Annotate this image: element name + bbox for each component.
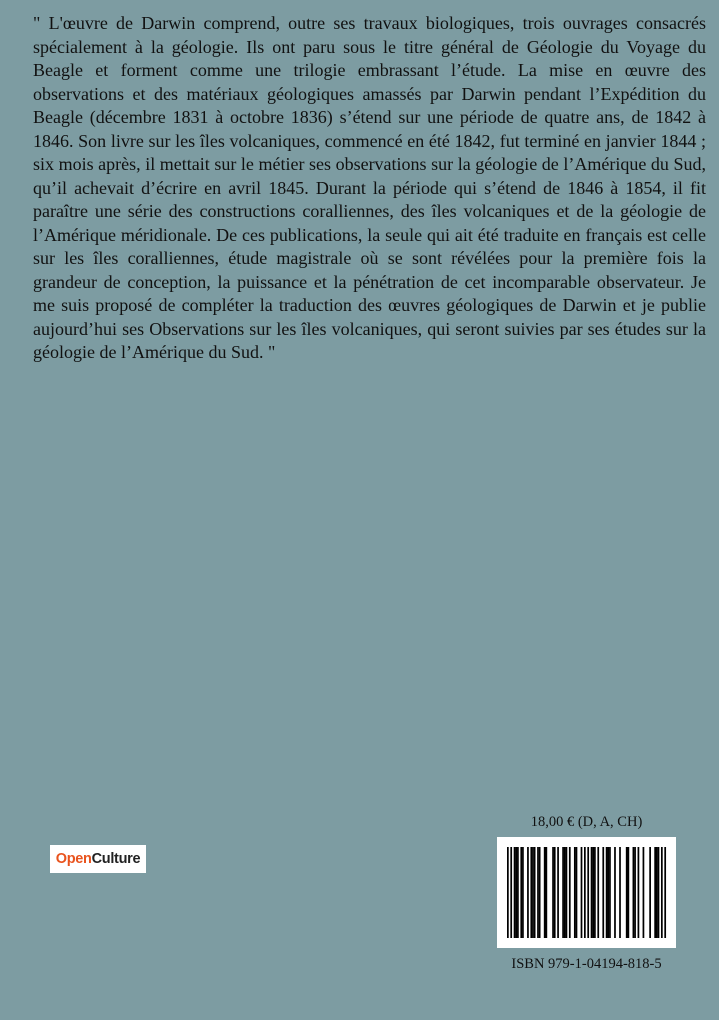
isbn-label: ISBN 979-1-04194-818-5	[511, 956, 662, 972]
barcode-graphic	[497, 837, 676, 948]
barcode-bar	[539, 847, 541, 938]
barcode-bar	[649, 847, 651, 938]
barcode-bar	[607, 847, 609, 938]
barcode-bar	[574, 847, 576, 938]
barcode-bar	[628, 847, 630, 938]
barcode-bar	[517, 847, 519, 938]
barcode-bar	[654, 847, 656, 938]
barcode-bar	[609, 847, 611, 938]
publisher-logo-culture: Culture	[91, 851, 141, 867]
barcode-bar	[656, 847, 658, 938]
barcode-bar	[569, 847, 571, 938]
barcode-bar	[594, 847, 596, 938]
barcode-bar	[554, 847, 556, 938]
barcode-bar	[581, 847, 583, 938]
barcode-bar	[545, 847, 547, 938]
barcode-bar	[619, 847, 621, 938]
barcode-bar	[562, 847, 564, 938]
back-cover-blurb: " L'œuvre de Darwin comprend, outre ses travaux biologiques, trois ouvrages consacrés spécialement à la géologie. Ils ont paru sous le titre général de Géologie du Voyage du Beagle et forment comme une trilogie embrassant l’étude. La mise en œuvre des observations et des matériaux géologiques amassés par Darwin pendant l’Expédition du Beagle (décembre 1831 à octobre 1836) s’étend sur une période de quatre ans, de 1842 à 1846. Son livre sur les îles volcaniques, commencé en été 1842, fut terminé en janvier 1844 ; six mois après, il mettait sur le métier ses observations sur la géologie de l’Amérique du Sud, qu’il achevait d’écrire en avril 1845. Durant la période qui s’étend de 1846 à 1854, il fit paraître une série des constructions coralliennes, des îles volcaniques et de la géologie de l’Amérique méridionale. De ces publications, la seule qui ait été traduite en français est celle sur les îles coralliennes, étude magistrale où se sont révélées pour la première fois la grandeur de conception, la puissance et la pénétration de cet incomparable observateur. Je me suis proposé de compléter la traduction des œuvres géologiques de Darwin et je publie aujourd’hui ses Observations sur les îles volcaniques, qui seront suivies par ses études sur la géologie de l’Amérique du Sud. "	[33, 13, 706, 362]
barcode-bar	[552, 847, 554, 938]
barcode-bar	[532, 847, 534, 938]
barcode-bar	[544, 847, 546, 938]
barcode-bar	[566, 847, 568, 938]
barcode-bar	[606, 847, 608, 938]
barcode-bar	[527, 847, 529, 938]
barcode-bar	[587, 847, 589, 938]
barcode-bar	[592, 847, 594, 938]
barcode-bar	[522, 847, 524, 938]
barcode-bar	[584, 847, 586, 938]
barcode-bar	[507, 847, 509, 938]
barcode-bar	[643, 847, 645, 938]
publisher-logo-open: Open	[55, 851, 92, 867]
barcode-bar	[634, 847, 636, 938]
barcode-bar	[557, 847, 559, 938]
barcode-bar	[514, 847, 516, 938]
barcode-bar	[614, 847, 616, 938]
barcode-bar	[576, 847, 578, 938]
barcode-bar	[602, 847, 604, 938]
barcode-bar	[564, 847, 566, 938]
price-label: 18,00 € (D, A, CH)	[530, 814, 643, 830]
barcode-bar	[664, 847, 666, 938]
barcode-icon	[497, 837, 676, 948]
barcode-bar	[633, 847, 635, 938]
barcode-bar	[537, 847, 539, 938]
barcode-bar	[658, 847, 660, 938]
barcode-bar	[510, 847, 512, 938]
barcode-bar	[638, 847, 640, 938]
barcode-bar	[520, 847, 522, 938]
publisher-logo	[50, 845, 146, 873]
barcode-bar	[626, 847, 628, 938]
barcode-bar	[530, 847, 532, 938]
barcode-bar	[661, 847, 663, 938]
barcode-bar	[515, 847, 517, 938]
barcode-bar	[534, 847, 536, 938]
barcode-bar	[597, 847, 599, 938]
barcode-bar	[591, 847, 593, 938]
